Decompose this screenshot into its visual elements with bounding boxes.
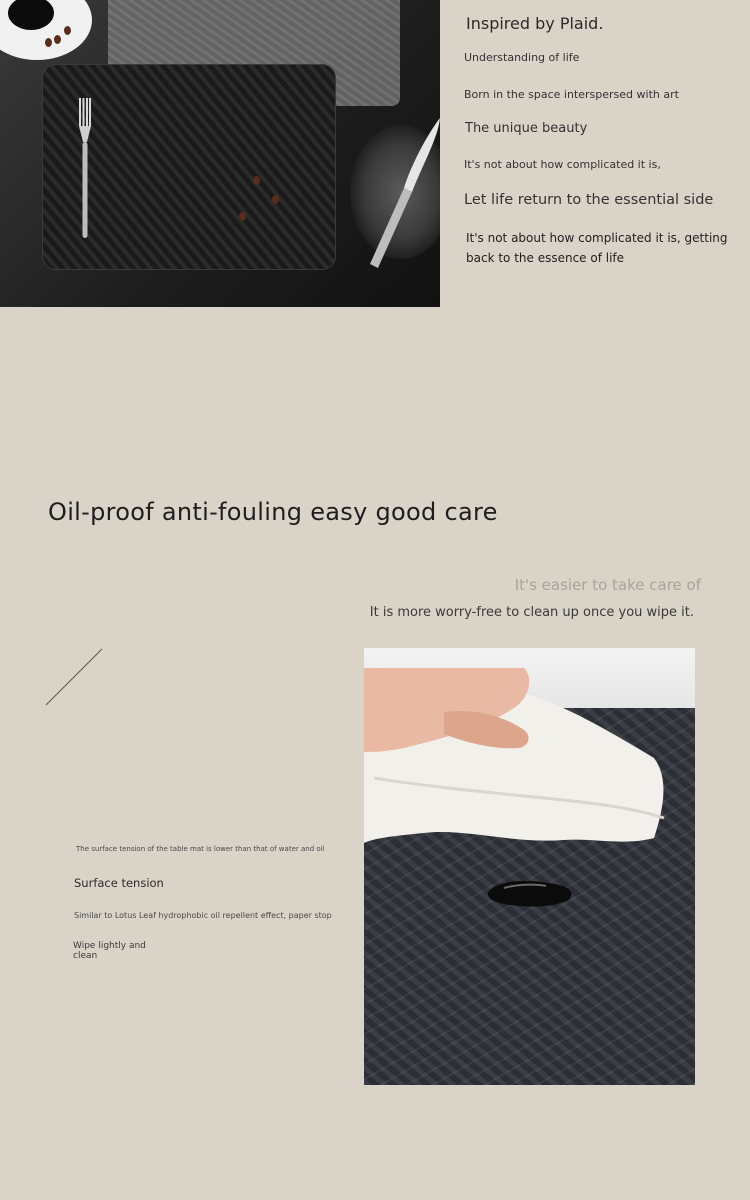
knife-icon <box>366 116 440 270</box>
coffee-bean <box>239 212 246 221</box>
towel-and-hand <box>364 668 695 868</box>
easier-subtitle: It's easier to take care of <box>514 576 701 594</box>
coffee-bean <box>253 176 260 185</box>
coffee-bean <box>272 195 279 204</box>
surface-tension-note: The surface tension of the table mat is lower than that of water and oil <box>76 845 325 853</box>
oil-drop <box>484 876 576 910</box>
coffee-bean <box>54 35 61 44</box>
intro-line-beauty: The unique beauty <box>465 121 588 136</box>
surface-tension-title: Surface tension <box>74 876 164 890</box>
coffee-bean <box>64 26 71 35</box>
intro-closing: It's not about how complicated it is, getting back to the essence of life <box>466 231 728 265</box>
intro-title: Inspired by Plaid. <box>466 14 604 33</box>
worry-free-subtitle: It is more worry-free to clean up once you wipe it. <box>369 605 694 620</box>
intro-line-art: Born in the space interspersed with art <box>464 88 679 101</box>
coffee-cup <box>0 0 92 60</box>
fork-icon <box>78 98 92 238</box>
wipe-label: Wipe lightly and clean <box>73 941 146 961</box>
intro-line-life: Understanding of life <box>464 51 580 64</box>
wiping-placemat-photo <box>364 648 695 1085</box>
lotus-leaf-note: Similar to Lotus Leaf hydrophobic oil repellent effect, paper stop <box>74 911 332 920</box>
coffee-bean <box>45 38 52 47</box>
intro-line-essential: Let life return to the essential side <box>464 192 714 208</box>
intro-line-complicated: It's not about how complicated it is, <box>464 158 661 171</box>
diagonal-divider <box>44 647 104 707</box>
section-heading: Oil-proof anti-fouling easy good care <box>48 498 498 526</box>
placemat-tableware-photo <box>0 0 440 307</box>
